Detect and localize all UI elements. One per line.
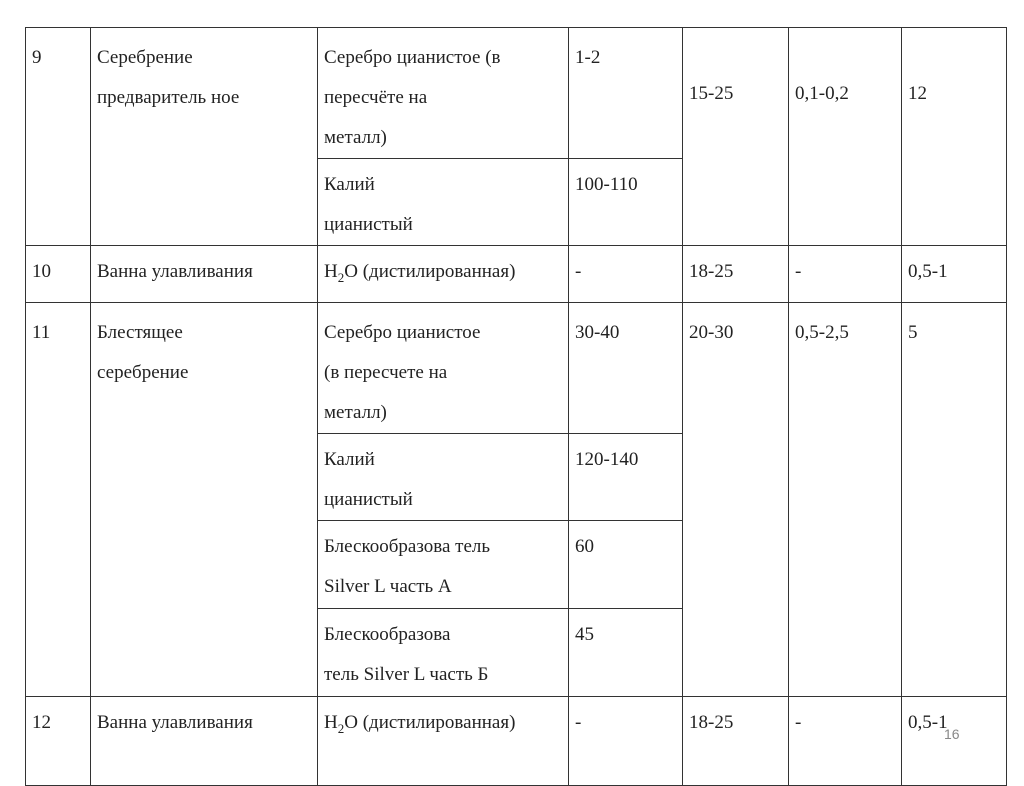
component-cell: Серебро цианистое (в пересчёте на металл) (318, 28, 569, 159)
operation-name-cell: Ванна улавливания (91, 697, 318, 786)
concentration-cell: 120-140 (569, 434, 683, 521)
concentration-cell: - (569, 697, 683, 786)
component-cell: Серебро цианистое (в пересчете на металл) (318, 303, 569, 434)
time-cell: 0,5-1 (902, 697, 1007, 786)
table-row (26, 28, 1007, 159)
concentration-cell: 1-2 (569, 28, 683, 159)
concentration-cell: 30-40 (569, 303, 683, 434)
temperature-cell: 18-25 (683, 697, 789, 786)
table-row (26, 303, 1007, 434)
table-row (26, 246, 1007, 303)
operation-name-cell: Ванна улавливания (91, 246, 318, 303)
current-density-cell: - (789, 246, 902, 303)
concentration-cell: 60 (569, 521, 683, 609)
concentration-cell: 45 (569, 609, 683, 697)
temperature-cell: 20-30 (683, 303, 789, 697)
component-cell: Калий цианистый (318, 434, 569, 521)
current-density-cell: 0,5-2,5 (789, 303, 902, 697)
concentration-cell: 100-110 (569, 159, 683, 246)
table-row (26, 697, 1007, 786)
time-cell: 0,5-1 (902, 246, 1007, 303)
component-cell: Блескообразова тель Silver L часть А (318, 521, 569, 609)
component-cell: Калий цианистый (318, 159, 569, 246)
row-number-cell: 9 (26, 28, 91, 246)
operation-name-cell: Серебрение предваритель ное (91, 28, 318, 246)
current-density-cell: 0,1-0,2 (789, 28, 902, 246)
page-number: 16 (944, 726, 960, 742)
row-number-cell: 11 (26, 303, 91, 697)
time-cell: 12 (902, 28, 1007, 246)
row-number-cell: 12 (26, 697, 91, 786)
operation-name-cell: Блестящее серебрение (91, 303, 318, 697)
row-number-cell: 10 (26, 246, 91, 303)
concentration-cell: - (569, 246, 683, 303)
temperature-cell: 15-25 (683, 28, 789, 246)
current-density-cell: - (789, 697, 902, 786)
component-cell: $H_2O$ (дистилированная) (318, 246, 569, 303)
process-table (25, 27, 1007, 786)
component-cell: Блескообразова тель Silver L часть Б (318, 609, 569, 697)
time-cell: 5 (902, 303, 1007, 697)
component-cell: $H_2O$ (дистилированная) (318, 697, 569, 786)
temperature-cell: 18-25 (683, 246, 789, 303)
